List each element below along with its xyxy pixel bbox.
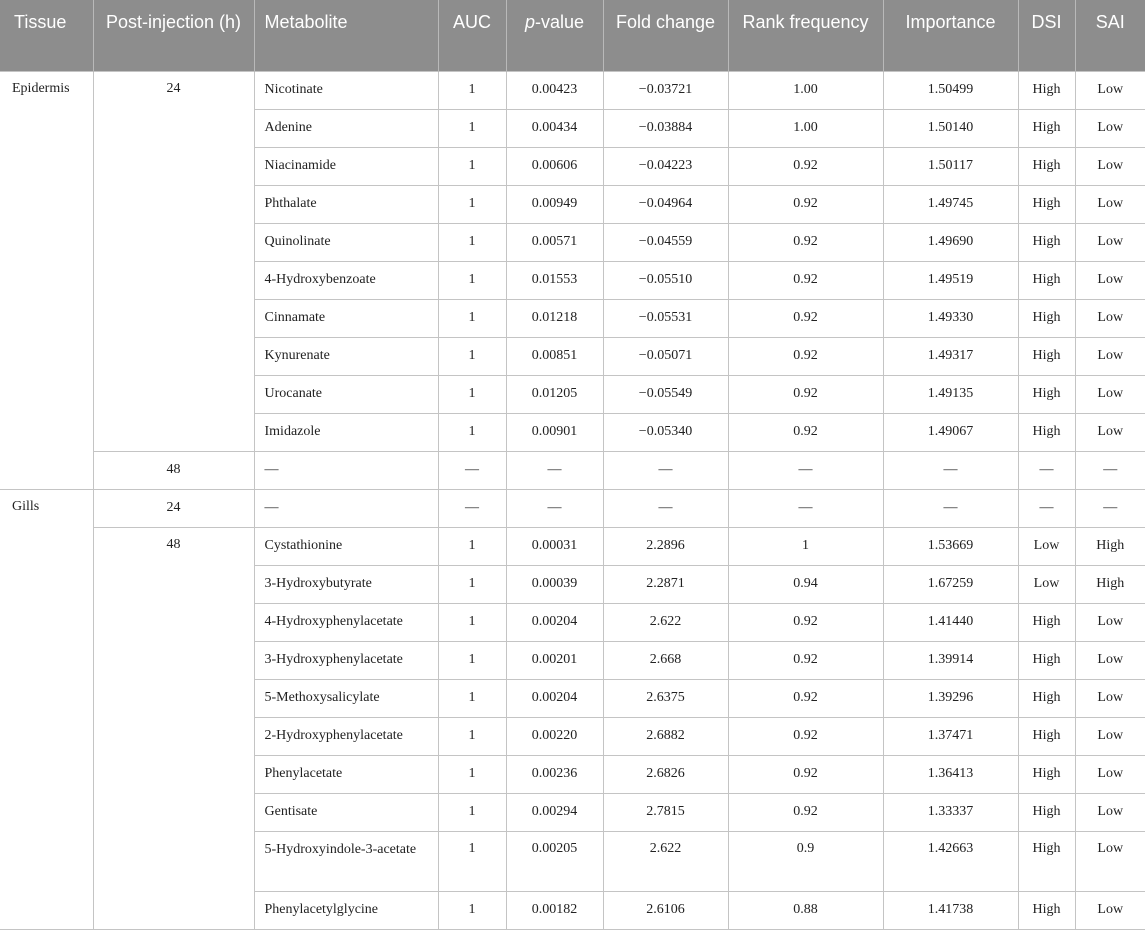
dsi-cell: High	[1018, 71, 1075, 109]
header-rank-frequency: Rank frequency	[728, 0, 883, 71]
p-value-cell: 0.01205	[506, 375, 603, 413]
metabolite-cell: 3-Hydroxyphenylacetate	[254, 641, 438, 679]
dsi-cell: High	[1018, 185, 1075, 223]
importance-cell: 1.39914	[883, 641, 1018, 679]
empty-dash-cell: —	[728, 489, 883, 527]
metabolite-cell: 4-Hydroxyphenylacetate	[254, 603, 438, 641]
auc-cell: 1	[438, 603, 506, 641]
p-value-cell: 0.00434	[506, 109, 603, 147]
auc-cell: 1	[438, 831, 506, 891]
empty-dash-cell: —	[438, 451, 506, 489]
importance-cell: 1.49690	[883, 223, 1018, 261]
empty-dash-cell: —	[254, 451, 438, 489]
dsi-cell: Low	[1018, 527, 1075, 565]
header-p-value	[506, 0, 603, 71]
p-value-cell: 0.00220	[506, 717, 603, 755]
dsi-cell: High	[1018, 679, 1075, 717]
p-value-cell: 0.01553	[506, 261, 603, 299]
importance-cell: 1.41738	[883, 891, 1018, 929]
sai-cell: Low	[1075, 337, 1145, 375]
empty-dash-cell: —	[603, 451, 728, 489]
importance-cell: 1.49317	[883, 337, 1018, 375]
rank-frequency-cell: 0.92	[728, 337, 883, 375]
p-value-cell: 0.00204	[506, 603, 603, 641]
metabolite-cell: 2-Hydroxyphenylacetate	[254, 717, 438, 755]
auc-cell: 1	[438, 755, 506, 793]
metabolite-cell: Phenylacetylglycine	[254, 891, 438, 929]
importance-cell: 1.49135	[883, 375, 1018, 413]
rank-frequency-cell: 0.92	[728, 375, 883, 413]
rank-frequency-cell: 0.92	[728, 793, 883, 831]
sai-cell: Low	[1075, 831, 1145, 891]
header-sai: SAI	[1075, 0, 1145, 71]
empty-dash-cell: —	[254, 489, 438, 527]
fold-change-cell: 2.622	[603, 831, 728, 891]
sai-cell: Low	[1075, 223, 1145, 261]
sai-cell: High	[1075, 565, 1145, 603]
metabolite-cell: 5-Hydroxyindole-3-acetate	[254, 831, 438, 891]
rank-frequency-cell: 0.92	[728, 147, 883, 185]
post-injection-cell: 48	[93, 451, 254, 489]
importance-cell: 1.37471	[883, 717, 1018, 755]
header-p-italic: p	[524, 12, 535, 32]
dsi-cell: High	[1018, 147, 1075, 185]
empty-dash-cell: —	[1018, 489, 1075, 527]
metabolite-cell: Niacinamide	[254, 147, 438, 185]
sai-cell: High	[1075, 527, 1145, 565]
auc-cell: 1	[438, 413, 506, 451]
auc-cell: 1	[438, 71, 506, 109]
header-importance: Importance	[883, 0, 1018, 71]
metabolite-cell: Nicotinate	[254, 71, 438, 109]
rank-frequency-cell: 0.9	[728, 831, 883, 891]
fold-change-cell: 2.7815	[603, 793, 728, 831]
p-value-cell: 0.00182	[506, 891, 603, 929]
metabolite-cell: Urocanate	[254, 375, 438, 413]
dsi-cell: High	[1018, 603, 1075, 641]
importance-cell: 1.49745	[883, 185, 1018, 223]
sai-cell: Low	[1075, 147, 1145, 185]
importance-cell: 1.33337	[883, 793, 1018, 831]
auc-cell: 1	[438, 679, 506, 717]
header-fold-change: Fold change	[603, 0, 728, 71]
metabolite-cell: Quinolinate	[254, 223, 438, 261]
rank-frequency-cell: 0.92	[728, 223, 883, 261]
header-tissue: Tissue	[0, 0, 93, 71]
empty-dash-cell: —	[438, 489, 506, 527]
metabolite-cell: Cinnamate	[254, 299, 438, 337]
dsi-cell: High	[1018, 337, 1075, 375]
dsi-cell: High	[1018, 109, 1075, 147]
header-row	[0, 0, 1145, 71]
importance-cell: 1.39296	[883, 679, 1018, 717]
importance-cell: 1.49519	[883, 261, 1018, 299]
dsi-cell: High	[1018, 793, 1075, 831]
empty-dash-cell: —	[506, 489, 603, 527]
fold-change-cell: −0.05531	[603, 299, 728, 337]
p-value-cell: 0.00571	[506, 223, 603, 261]
rank-frequency-cell: 0.92	[728, 755, 883, 793]
auc-cell: 1	[438, 891, 506, 929]
fold-change-cell: −0.03721	[603, 71, 728, 109]
auc-cell: 1	[438, 793, 506, 831]
fold-change-cell: −0.05340	[603, 413, 728, 451]
dsi-cell: High	[1018, 261, 1075, 299]
importance-cell: 1.42663	[883, 831, 1018, 891]
p-value-cell: 0.00423	[506, 71, 603, 109]
fold-change-cell: 2.2871	[603, 565, 728, 603]
metabolite-cell: Adenine	[254, 109, 438, 147]
empty-dash-cell: —	[1018, 451, 1075, 489]
dsi-cell: High	[1018, 299, 1075, 337]
metabolite-cell: Gentisate	[254, 793, 438, 831]
auc-cell: 1	[438, 261, 506, 299]
fold-change-cell: 2.6826	[603, 755, 728, 793]
auc-cell: 1	[438, 147, 506, 185]
rank-frequency-cell: 1.00	[728, 71, 883, 109]
metabolite-cell: Imidazole	[254, 413, 438, 451]
header-dsi: DSI	[1018, 0, 1075, 71]
dsi-cell: Low	[1018, 565, 1075, 603]
tissue-cell-gills: Gills	[0, 489, 93, 929]
rank-frequency-cell: 0.92	[728, 641, 883, 679]
header-post-injection: Post-injection (h)	[93, 0, 254, 71]
auc-cell: 1	[438, 299, 506, 337]
fold-change-cell: −0.05071	[603, 337, 728, 375]
sai-cell: Low	[1075, 603, 1145, 641]
p-value-cell: 0.01218	[506, 299, 603, 337]
auc-cell: 1	[438, 337, 506, 375]
tissue-cell-epidermis: Epidermis	[0, 71, 93, 489]
p-value-cell: 0.00205	[506, 831, 603, 891]
metabolite-cell: Kynurenate	[254, 337, 438, 375]
header-auc: AUC	[438, 0, 506, 71]
p-value-cell: 0.00901	[506, 413, 603, 451]
p-value-cell: 0.00039	[506, 565, 603, 603]
sai-cell: Low	[1075, 261, 1145, 299]
rank-frequency-cell: 1	[728, 527, 883, 565]
sai-cell: Low	[1075, 375, 1145, 413]
empty-dash-cell: —	[883, 451, 1018, 489]
sai-cell: Low	[1075, 71, 1145, 109]
importance-cell: 1.53669	[883, 527, 1018, 565]
rank-frequency-cell: 0.92	[728, 185, 883, 223]
importance-cell: 1.41440	[883, 603, 1018, 641]
sai-cell: Low	[1075, 109, 1145, 147]
table-row	[0, 71, 1145, 109]
dsi-cell: High	[1018, 755, 1075, 793]
metabolite-cell: 4-Hydroxybenzoate	[254, 261, 438, 299]
fold-change-cell: −0.04559	[603, 223, 728, 261]
table-body	[0, 71, 1145, 929]
header-metabolite: Metabolite	[254, 0, 438, 71]
sai-cell: Low	[1075, 413, 1145, 451]
fold-change-cell: 2.6375	[603, 679, 728, 717]
empty-dash-cell: —	[506, 451, 603, 489]
sai-cell: Low	[1075, 793, 1145, 831]
rank-frequency-cell: 0.88	[728, 891, 883, 929]
fold-change-cell: 2.2896	[603, 527, 728, 565]
empty-dash-cell: —	[603, 489, 728, 527]
dsi-cell: High	[1018, 641, 1075, 679]
post-injection-cell: 24	[93, 71, 254, 451]
table-row	[0, 527, 1145, 565]
post-injection-cell: 48	[93, 527, 254, 929]
auc-cell: 1	[438, 185, 506, 223]
p-value-cell: 0.00606	[506, 147, 603, 185]
dsi-cell: High	[1018, 413, 1075, 451]
fold-change-cell: −0.05549	[603, 375, 728, 413]
dsi-cell: High	[1018, 223, 1075, 261]
rank-frequency-cell: 0.94	[728, 565, 883, 603]
dsi-cell: High	[1018, 717, 1075, 755]
fold-change-cell: −0.03884	[603, 109, 728, 147]
header-p-suffix: -value	[534, 12, 585, 32]
importance-cell: 1.36413	[883, 755, 1018, 793]
fold-change-cell: 2.622	[603, 603, 728, 641]
p-value-cell: 0.00201	[506, 641, 603, 679]
sai-cell: Low	[1075, 185, 1145, 223]
importance-cell: 1.50117	[883, 147, 1018, 185]
empty-dash-cell: —	[1075, 451, 1145, 489]
empty-dash-cell: —	[1075, 489, 1145, 527]
table-row	[0, 489, 1145, 527]
auc-cell: 1	[438, 375, 506, 413]
p-value-cell: 0.00294	[506, 793, 603, 831]
fold-change-cell: 2.6106	[603, 891, 728, 929]
sai-cell: Low	[1075, 717, 1145, 755]
metabolite-cell: 5-Methoxysalicylate	[254, 679, 438, 717]
fold-change-cell: −0.04964	[603, 185, 728, 223]
sai-cell: Low	[1075, 641, 1145, 679]
dsi-cell: High	[1018, 831, 1075, 891]
sai-cell: Low	[1075, 299, 1145, 337]
empty-dash-cell: —	[728, 451, 883, 489]
p-value-cell: 0.00031	[506, 527, 603, 565]
importance-cell: 1.49067	[883, 413, 1018, 451]
auc-cell: 1	[438, 565, 506, 603]
auc-cell: 1	[438, 109, 506, 147]
importance-cell: 1.50499	[883, 71, 1018, 109]
rank-frequency-cell: 0.92	[728, 299, 883, 337]
rank-frequency-cell: 0.92	[728, 679, 883, 717]
p-value-cell: 0.00851	[506, 337, 603, 375]
sai-cell: Low	[1075, 755, 1145, 793]
p-value-cell: 0.00236	[506, 755, 603, 793]
dsi-cell: High	[1018, 891, 1075, 929]
fold-change-cell: −0.05510	[603, 261, 728, 299]
auc-cell: 1	[438, 717, 506, 755]
importance-cell: 1.50140	[883, 109, 1018, 147]
auc-cell: 1	[438, 223, 506, 261]
rank-frequency-cell: 1.00	[728, 109, 883, 147]
metabolite-cell: Phenylacetate	[254, 755, 438, 793]
metabolite-cell: Cystathionine	[254, 527, 438, 565]
fold-change-cell: 2.6882	[603, 717, 728, 755]
rank-frequency-cell: 0.92	[728, 413, 883, 451]
metabolite-cell: Phthalate	[254, 185, 438, 223]
post-injection-cell: 24	[93, 489, 254, 527]
sai-cell: Low	[1075, 891, 1145, 929]
rank-frequency-cell: 0.92	[728, 603, 883, 641]
p-value-cell: 0.00949	[506, 185, 603, 223]
importance-cell: 1.49330	[883, 299, 1018, 337]
rank-frequency-cell: 0.92	[728, 261, 883, 299]
fold-change-cell: 2.668	[603, 641, 728, 679]
importance-cell: 1.67259	[883, 565, 1018, 603]
empty-dash-cell: —	[883, 489, 1018, 527]
fold-change-cell: −0.04223	[603, 147, 728, 185]
sai-cell: Low	[1075, 679, 1145, 717]
dsi-cell: High	[1018, 375, 1075, 413]
rank-frequency-cell: 0.92	[728, 717, 883, 755]
auc-cell: 1	[438, 527, 506, 565]
p-value-cell: 0.00204	[506, 679, 603, 717]
metabolite-cell: 3-Hydroxybutyrate	[254, 565, 438, 603]
auc-cell: 1	[438, 641, 506, 679]
table-row	[0, 451, 1145, 489]
